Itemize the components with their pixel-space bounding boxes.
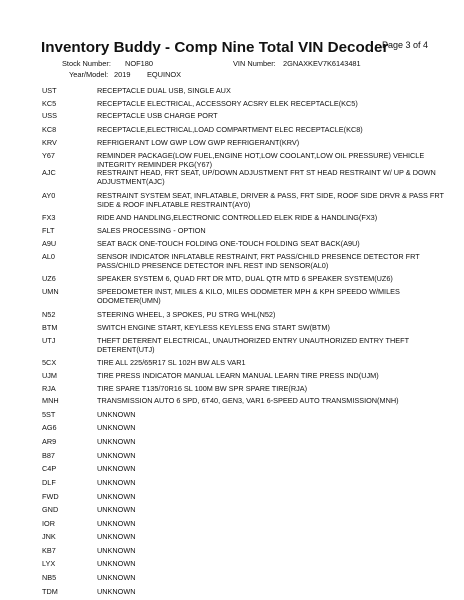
option-description: THEFT DETERENT ELECTRICAL, UNAUTHORIZED ENTRY UNAUTHORIZED ENTRY THEFT DETERENT(UTJ) xyxy=(97,336,409,354)
option-code: KC5 xyxy=(42,99,57,108)
option-description: SENSOR INDICATOR INFLATABLE RESTRAINT, FRT PASS/CHILD PRESENCE DETECTOR FRT PASS/CHILD PRESENCE DETECTOR INFL REST IND SENSOR(AL0) xyxy=(97,252,420,270)
stock-number-value: NOF180 xyxy=(125,59,153,68)
option-code: B87 xyxy=(42,451,55,460)
option-description: STEERING WHEEL, 3 SPOKES, PU STRG WHL(N52) xyxy=(97,310,276,319)
option-description: UNKNOWN xyxy=(97,464,136,473)
option-description: UNKNOWN xyxy=(97,451,136,460)
option-code: KB7 xyxy=(42,546,56,555)
option-description: SPEEDOMETER INST, MILES & KILO, MILES ODOMETER MPH & KPH SPEEDO W/MILES ODOMETER(UMN) xyxy=(97,287,400,305)
option-description: UNKNOWN xyxy=(97,478,136,487)
option-description: UNKNOWN xyxy=(97,559,136,568)
option-description: RECEPTACLE ELECTRICAL, ACCESSORY ACSRY ELEK RECEPTACLE(KC5) xyxy=(97,99,358,108)
option-code: NB5 xyxy=(42,573,57,582)
option-description: RECEPTACLE USB CHARGE PORT xyxy=(97,111,218,120)
stock-number-label: Stock Number: xyxy=(62,59,111,68)
option-description: RIDE AND HANDLING,ELECTRONIC CONTROLLED ELEK RIDE & HANDLING(FX3) xyxy=(97,213,378,222)
option-description: RESTRAINT HEAD, FRT SEAT, UP/DOWN ADJUSTMENT FRT ST HEAD RESTRAINT W/ UP & DOWN ADJUSTMENT(AJC) xyxy=(97,168,436,186)
option-code: 5ST xyxy=(42,410,56,419)
option-code: UJM xyxy=(42,371,57,380)
option-code: GND xyxy=(42,505,59,514)
option-description: REMINDER PACKAGE(LOW FUEL,ENGINE HOT,LOW COOLANT,LOW OIL PRESSURE) VEHICLE INTEGRITY REMINDER PKG(Y67) xyxy=(97,151,425,169)
option-code: UTJ xyxy=(42,336,56,345)
year-value: 2019 xyxy=(114,70,131,79)
option-description: UNKNOWN xyxy=(97,532,136,541)
option-code: KRV xyxy=(42,138,57,147)
document-title: Inventory Buddy - Comp Nine Total VIN Decoder xyxy=(41,39,389,56)
option-description: UNKNOWN xyxy=(97,587,136,596)
option-description: TIRE ALL 225/65R17 SL 102H BW ALS VAR1 xyxy=(97,358,246,367)
year-model-label: Year/Model: xyxy=(69,70,109,79)
option-code: BTM xyxy=(42,323,58,332)
option-code: UMN xyxy=(42,287,59,296)
option-description: UNKNOWN xyxy=(97,546,136,555)
option-description: RECEPTACLE,ELECTRICAL,LOAD COMPARTMENT ELEC RECEPTACLE(KC8) xyxy=(97,125,363,134)
option-code: UST xyxy=(42,86,57,95)
option-code: DLF xyxy=(42,478,56,487)
option-code: UZ6 xyxy=(42,274,56,283)
option-code: AJC xyxy=(42,168,56,177)
option-description: REFRIGERANT LOW GWP LOW GWP REFRIGERANT(KRV) xyxy=(97,138,300,147)
option-code: IOR xyxy=(42,519,55,528)
option-code: N52 xyxy=(42,310,56,319)
option-code: JNK xyxy=(42,532,56,541)
option-code: FLT xyxy=(42,226,55,235)
option-code: FWD xyxy=(42,492,59,501)
option-code: Y67 xyxy=(42,151,55,160)
option-description: TIRE PRESS INDICATOR MANUAL LEARN MANUAL LEARN TIRE PRESS IND(UJM) xyxy=(97,371,379,380)
option-description: UNKNOWN xyxy=(97,423,136,432)
option-code: 5CX xyxy=(42,358,57,367)
vin-number-label: VIN Number: xyxy=(233,59,276,68)
option-description: UNKNOWN xyxy=(97,492,136,501)
option-code: USS xyxy=(42,111,58,120)
model-value: EQUINOX xyxy=(147,70,182,79)
option-code: LYX xyxy=(42,559,56,568)
vin-number-value: 2GNAXKEV7K6143481 xyxy=(283,59,361,68)
option-description: UNKNOWN xyxy=(97,410,136,419)
option-code: AR9 xyxy=(42,437,57,446)
option-description: SEAT BACK ONE-TOUCH FOLDING ONE-TOUCH FOLDING SEAT BACK(A9U) xyxy=(97,239,360,248)
option-code: AL0 xyxy=(42,252,55,261)
option-description: UNKNOWN xyxy=(97,519,136,528)
option-description: UNKNOWN xyxy=(97,437,136,446)
option-description: UNKNOWN xyxy=(97,573,136,582)
option-code: TDM xyxy=(42,587,58,596)
option-code: C4P xyxy=(42,464,57,473)
option-description: SPEAKER SYSTEM 6, QUAD FRT DR MTD, DUAL QTR MTD 6 SPEAKER SYSTEM(UZ6) xyxy=(97,274,393,283)
option-description: SALES PROCESSING - OPTION xyxy=(97,226,206,235)
option-description: SWITCH ENGINE START, KEYLESS KEYLESS ENG START SW(BTM) xyxy=(97,323,330,332)
option-code: A9U xyxy=(42,239,57,248)
option-description: RESTRAINT SYSTEM SEAT, INFLATABLE, DRIVER & PASS, FRT SIDE, ROOF SIDE DRVR & PASS FRT SIDE & ROOF INFLATABLE RESTRAINT(AY0) xyxy=(97,191,444,209)
option-description: UNKNOWN xyxy=(97,505,136,514)
option-description: RECEPTACLE DUAL USB, SINGLE AUX xyxy=(97,86,231,95)
option-description: TIRE SPARE T135/70R16 SL 100M BW SPR SPARE TIRE(RJA) xyxy=(97,384,308,393)
option-code: RJA xyxy=(42,384,56,393)
option-code: AG6 xyxy=(42,423,57,432)
option-code: AY0 xyxy=(42,191,56,200)
option-code: MNH xyxy=(42,396,59,405)
option-code: KC8 xyxy=(42,125,57,134)
option-description: TRANSMISSION AUTO 6 SPD, 6T40, GEN3, VAR1 6-SPEED AUTO TRANSMISSION(MNH) xyxy=(97,396,399,405)
page-number: Page 3 of 4 xyxy=(382,40,429,50)
option-code: FX3 xyxy=(42,213,56,222)
